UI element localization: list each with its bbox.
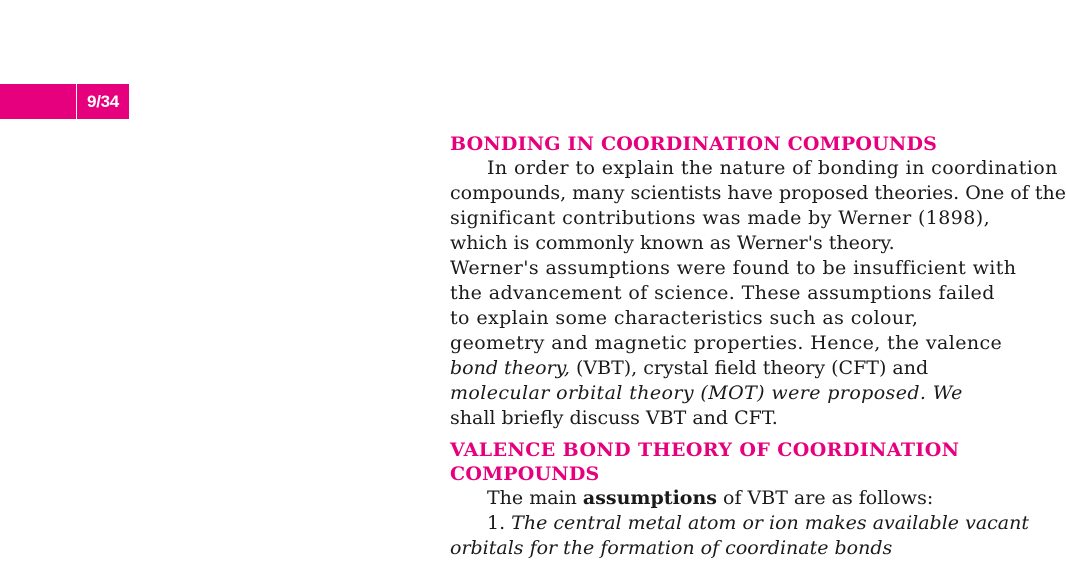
paragraph-line: shall briefly discuss VBT and CFT. bbox=[450, 407, 778, 429]
paragraph-line: which is commonly known as Werner's theory. bbox=[450, 232, 895, 254]
document-text-column bbox=[450, 132, 1066, 561]
list-item-text: The central metal atom or ion makes available vacant bbox=[511, 512, 1029, 534]
list-item-number: 1. bbox=[487, 512, 512, 534]
paragraph-line: significant contributions was made by Werner (1898), bbox=[450, 207, 991, 229]
paragraph-line bbox=[450, 486, 934, 511]
paragraph-text: of VBT are as follows: bbox=[716, 487, 934, 509]
paragraph-line: compounds, many scientists have proposed theories. One of the bbox=[450, 182, 1066, 204]
paragraph-line: to explain some characteristics such as colour, bbox=[450, 307, 919, 329]
paragraph-line: geometry and magnetic properties. Hence, the valence bbox=[450, 332, 1003, 354]
paragraph-line: Werner's assumptions were found to be insufficient with bbox=[450, 257, 1017, 279]
list-item-continuation: orbitals for the formation of coordinate bonds bbox=[450, 537, 893, 559]
section-heading-vbt: VALENCE BOND THEORY OF COORDINATION bbox=[450, 439, 960, 461]
section-heading-bonding: BONDING IN COORDINATION COMPOUNDS bbox=[450, 133, 938, 155]
page-tab-color-bar bbox=[0, 84, 76, 119]
paragraph-line bbox=[450, 356, 929, 381]
page-number-tab bbox=[0, 84, 129, 119]
section-heading-vbt-continued: COMPOUNDS bbox=[450, 463, 600, 485]
bold-term: assumptions bbox=[582, 487, 717, 509]
paragraph-line: molecular orbital theory (MOT) were proposed. We bbox=[450, 382, 963, 404]
paragraph-line: the advancement of science. These assumptions failed bbox=[450, 282, 995, 304]
paragraph-text: The main bbox=[487, 487, 583, 509]
paragraph-text: (VBT), crystal field theory (CFT) and bbox=[569, 357, 929, 379]
paragraph-line: In order to explain the nature of bonding in coordination bbox=[487, 157, 1058, 179]
page-number: 9/34 bbox=[77, 84, 129, 119]
list-item bbox=[450, 511, 1029, 536]
emphasis-text: bond theory, bbox=[450, 357, 570, 379]
